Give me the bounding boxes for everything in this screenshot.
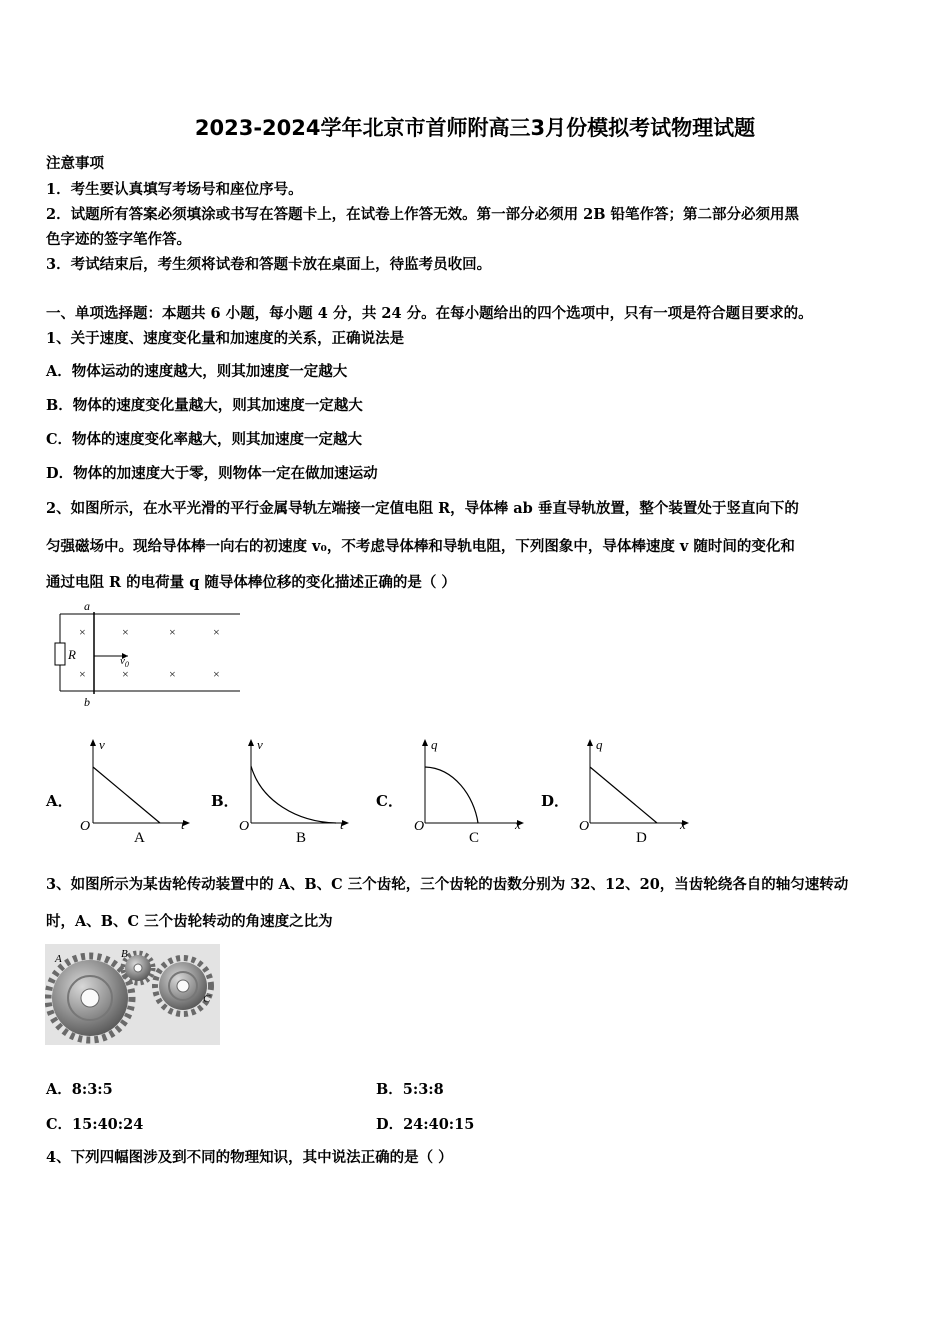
graph-curve [590, 767, 657, 823]
field-cross-mark: × [213, 667, 220, 681]
section-heading: 一、单项选择题：本题共 6 小题，每小题 4 分，共 24 分。在每小题给出的四个选项中，只有一项是符合题目要求的。 [46, 305, 813, 322]
graph-curve [425, 767, 478, 823]
rod-end-b: b [84, 695, 90, 709]
q2-option-a-label: A． [46, 792, 73, 810]
graph-origin: O [80, 819, 91, 834]
q3-option-c: C．15:40:24 [46, 1116, 144, 1133]
gears-figure [45, 944, 220, 1045]
graph-curve [251, 766, 336, 823]
graph-c [412, 736, 532, 848]
page-title: 2023-2024学年北京市首师附高三3月份模拟考试物理试题 [194, 116, 756, 140]
resistor-label: R [68, 647, 76, 662]
field-cross-mark: × [122, 625, 129, 639]
notice-item: 3．考试结束后，考生须将试卷和答题卡放在桌面上，待监考员收回。 [46, 256, 492, 273]
field-cross-mark: × [122, 667, 129, 681]
question-2-stem: 2、如图所示，在水平光滑的平行金属导轨左端接一定值电阻 R，导体棒 ab 垂直导轨放置，整个装置处于竖直向下的 [46, 500, 799, 517]
gear-label-b: B [121, 948, 128, 960]
graph-x-label: x [680, 817, 686, 832]
graph-b [237, 736, 357, 848]
q1-option-a: A．物体运动的速度越大，则其加速度一定越大 [46, 363, 348, 380]
graph-x-label: t [340, 817, 344, 832]
question-1-stem: 1、关于速度、速度变化量和加速度的关系，正确说法是 [46, 330, 405, 347]
q3-option-d: D．24:40:15 [376, 1116, 475, 1133]
question-2-stem: 通过电阻 R 的电荷量 q 随导体棒位移的变化描述正确的是（ ） [46, 574, 456, 591]
graph-x-label: x [515, 817, 521, 832]
graph-caption: B [296, 830, 307, 846]
graph-origin: O [579, 819, 590, 834]
graph-y-label: v [257, 737, 263, 752]
graph-curve [93, 767, 160, 823]
q1-option-c: C．物体的速度变化率越大，则其加速度一定越大 [46, 431, 363, 448]
notice-heading: 注意事项 [46, 155, 104, 172]
notice-item: 2．试题所有答案必须填涂或书写在答题卡上，在试卷上作答无效。第一部分必须用 2B 铅笔作答；第二部分必须用黑 [46, 206, 800, 223]
field-cross-mark: × [79, 625, 86, 639]
q1-option-b: B．物体的速度变化量越大，则其加速度一定越大 [46, 397, 363, 414]
graph-y-label: q [431, 737, 438, 752]
graph-caption: A [134, 830, 145, 846]
q3-option-a: A．8:3:5 [46, 1081, 113, 1098]
field-cross-mark: × [79, 667, 86, 681]
question-4-stem: 4、下列四幅图涉及到不同的物理知识，其中说法正确的是（ ） [46, 1149, 453, 1166]
graph-caption: C [469, 830, 480, 846]
circuit-diagram [46, 598, 246, 710]
q3-option-b: B．5:3:8 [376, 1081, 444, 1098]
resistor [55, 643, 65, 665]
field-cross-mark: × [213, 625, 220, 639]
field-cross-mark: × [169, 667, 176, 681]
graph-y-label: v [99, 737, 105, 752]
rod-end-a: a [84, 599, 90, 613]
graph-x-label: t [181, 817, 185, 832]
gear-label-a: A [55, 953, 62, 965]
q2-option-c-label: C． [376, 792, 403, 810]
gear-a [48, 956, 132, 1040]
graph-d [577, 736, 697, 848]
question-2-stem: 匀强磁场中。现给导体棒一向右的初速度 v₀，不考虑导体棒和导轨电阻，下列图象中，导体棒速度 v 随时间的变化和 [46, 538, 795, 555]
gear-label-c: C [203, 993, 211, 1005]
graph-origin: O [239, 819, 250, 834]
q2-option-d-label: D． [541, 792, 570, 810]
graph-y-label: q [596, 737, 603, 752]
velocity-label: $v_0$ [120, 655, 129, 669]
notice-item: 色字迹的签字笔作答。 [46, 231, 191, 248]
graph-a [78, 736, 198, 848]
notice-item: 1．考生要认真填写考场号和座位序号。 [46, 181, 303, 198]
field-cross-mark: × [169, 625, 176, 639]
question-3-stem: 时，A、B、C 三个齿轮转动的角速度之比为 [46, 913, 333, 930]
graph-origin: O [414, 819, 425, 834]
q2-option-b-label: B． [211, 792, 239, 810]
question-3-stem: 3、如图所示为某齿轮传动装置中的 A、B、C 三个齿轮，三个齿轮的齿数分别为 32、12、20，当齿轮绕各自的轴匀速转动 [46, 876, 849, 893]
graph-caption: D [636, 830, 647, 846]
q1-option-d: D．物体的加速度大于零，则物体一定在做加速运动 [46, 465, 378, 482]
